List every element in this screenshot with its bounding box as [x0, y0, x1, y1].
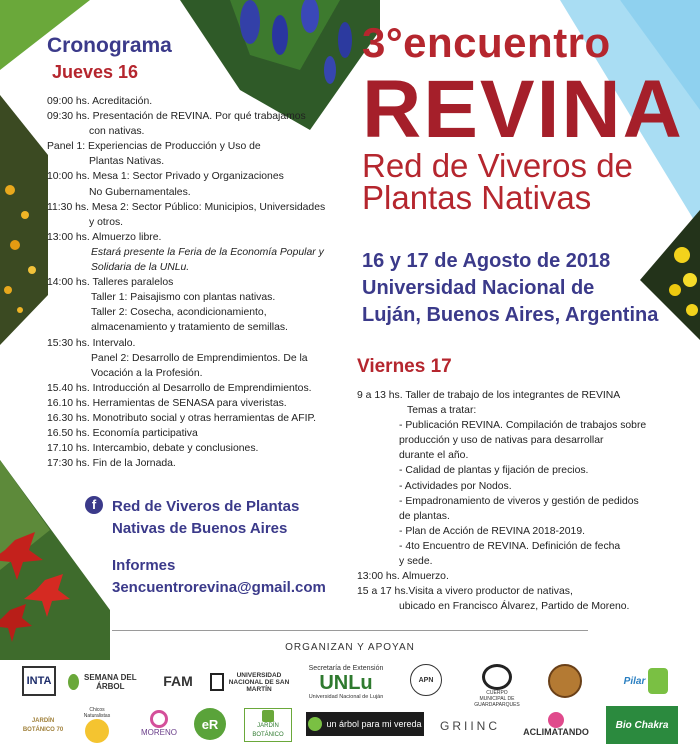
apn-logo: APN	[410, 664, 442, 696]
schedule-line: 15 a 17 hs.Visita a vivero productor de nativas,	[357, 586, 573, 598]
schedule-line: 09:30 hs. Presentación de REVINA. Por qué trabajamos	[47, 111, 306, 123]
facebook-page-line1: Red de Viveros de Plantas	[112, 498, 300, 515]
schedule-line: 16.10 hs. Herramientas de SENASA para viveristas.	[47, 397, 287, 409]
schedule-line: Temas a tratar:	[407, 405, 477, 417]
schedule-line: ubicado en Francisco Álvarez, Partido de Moreno.	[399, 601, 630, 613]
schedule-line: Solidaria de la UNLu.	[91, 262, 190, 274]
schedule-line: Estará presente la Feria de la Economía Popular y	[91, 246, 324, 258]
schedule-line: 17:30 hs. Fin de la Jornada.	[47, 458, 176, 470]
facebook-page-link[interactable]	[112, 496, 299, 540]
schedule-line: 15:30 hs. Intervalo.	[47, 337, 136, 349]
tree-icon	[68, 674, 79, 690]
bird-icon	[85, 719, 109, 743]
title-line3: Red de Viveros de	[362, 147, 633, 184]
schedule-line: y otros.	[89, 216, 124, 228]
schedule-line: 10:00 hs. Mesa 1: Sector Privado y Organizaciones	[47, 171, 284, 183]
schedule-line: Panel 2: Desarrollo de Emprendimientos. De la	[91, 352, 308, 364]
viernes-schedule	[357, 388, 687, 614]
schedule-line: y sede.	[399, 556, 433, 568]
event-title	[362, 20, 692, 214]
schedule-line: 16.30 hs. Monotributo social y otras herramientas de AFIP.	[47, 412, 316, 424]
inta-logo: INTA	[22, 666, 56, 696]
bottom-left-red-flowers-photo	[0, 460, 110, 660]
guardaparques-logo: CUERPO MUNICIPAL DE GUARDAPARQUES	[475, 664, 519, 708]
bio-chakra-logo: Bio Chakra	[606, 706, 678, 744]
schedule-line: producción y uso de nativas para desarrollar	[399, 435, 604, 447]
unlu-logo: Secretaría de Extensión UNLu Universidad Nacional de Luján	[308, 665, 384, 700]
dates-line1: 16 y 17 de Agosto de 2018	[362, 250, 611, 272]
email-link[interactable]: 3encuentrorevina@gmail.com	[112, 579, 326, 596]
un-arbol-para-mi-vereda-logo: un árbol para mi vereda	[306, 712, 424, 736]
schedule-line: Taller 1: Paisajismo con plantas nativas.	[91, 292, 276, 304]
schedule-line: con nativas.	[89, 126, 145, 138]
schedule-line: Panel 1: Experiencias de Producción y Uso de	[47, 141, 261, 153]
schedule-line: 13:00 hs. Almuerzo libre.	[47, 231, 162, 243]
jueves-heading: Jueves 16	[52, 62, 139, 82]
moreno-logo: MORENO	[138, 704, 180, 742]
title-line1: 3°encuentro	[362, 19, 611, 66]
schedule-line: 16.50 hs. Economía participativa	[47, 428, 198, 440]
informes-label: Informes	[112, 557, 176, 574]
schedule-line: 14:00 hs. Talleres paralelos	[47, 277, 174, 289]
title-revina: REVINA	[362, 64, 684, 155]
schedule-line: - Calidad de plantas y fijación de precios.	[399, 465, 589, 477]
pilar-mark-icon	[648, 668, 668, 694]
fam-logo: FAM	[163, 672, 193, 689]
schedule-line: - 4to Encuentro de REVINA. Definición de fecha	[399, 540, 621, 552]
badge-icon	[482, 664, 512, 690]
circle-emblem-logo	[548, 664, 582, 698]
dates-line2: Universidad Nacional de	[362, 277, 595, 299]
schedule-line: Vocación a la Profesión.	[91, 367, 203, 379]
heart-icon	[150, 710, 168, 728]
cronograma-heading: Cronograma	[47, 34, 172, 57]
er-logo: eR	[194, 708, 226, 740]
schedule-line: Taller 2: Cosecha, acondicionamiento,	[91, 307, 267, 319]
jardin-botanico-70-logo: JARDÍN BOTÁNICO 70	[22, 718, 64, 733]
semana-del-arbol-logo: SEMANA DEL ÁRBOL	[68, 668, 138, 696]
schedule-line: 15.40 hs. Introducción al Desarrollo de Emprendimientos.	[47, 382, 312, 394]
sponsors-heading: ORGANIZAN Y APOYAN	[285, 642, 415, 653]
leaf-icon	[262, 710, 274, 722]
schedule-line: 9 a 13 hs. Taller de trabajo de los integrantes de REVINA	[357, 390, 621, 401]
pilar-logo: Pilar	[618, 664, 674, 698]
viernes-heading: Viernes 17	[357, 356, 452, 377]
schedule-line: - Plan de Acción de REVINA 2018-2019.	[399, 525, 585, 537]
sun-icon	[548, 712, 564, 728]
jardin-botanico-logo: JARDÍN BOTÁNICO	[244, 708, 292, 742]
aclimatando-logo: ACLIMATANDO	[518, 704, 594, 744]
schedule-line: Plantas Nativas.	[89, 156, 165, 168]
book-icon	[210, 673, 224, 691]
schedule-line: almacenamiento y tratamiento de semillas.	[91, 322, 288, 334]
schedule-line: 11:30 hs. Mesa 2: Sector Público: Municipios, Universidades	[47, 201, 326, 213]
left-yellow-flowers-photo	[0, 95, 48, 345]
tree-icon	[308, 717, 322, 731]
schedule-line: 13:00 hs. Almuerzo.	[357, 571, 449, 583]
sponsors-divider	[112, 630, 588, 631]
unsam-logo: UNIVERSIDAD NACIONAL DE SAN MARTÍN	[210, 668, 290, 696]
griinc-logo: GRIINC	[440, 718, 500, 733]
dates-line3: Luján, Buenos Aires, Argentina	[362, 304, 659, 326]
title-line4: Plantas Nativas	[362, 179, 592, 216]
schedule-line: de plantas.	[399, 510, 450, 522]
event-dates	[362, 248, 658, 329]
schedule-line: 09:00 hs. Acreditación.	[47, 96, 153, 107]
facebook-page-line2: Nativas de Buenos Aires	[112, 520, 288, 537]
schedule-line: - Empadronamiento de viveros y gestión de pedidos	[399, 495, 639, 507]
schedule-line: 17.10 hs. Intercambio, debate y conclusiones.	[47, 443, 259, 455]
schedule-line: No Gubernamentales.	[89, 186, 191, 198]
jueves-schedule	[47, 94, 347, 471]
facebook-icon[interactable]: f	[85, 496, 103, 514]
schedule-line: - Publicación REVINA. Compilación de trabajos sobre	[399, 420, 647, 432]
schedule-line: durante el año.	[399, 450, 469, 462]
schedule-line: - Actividades por Nodos.	[399, 480, 512, 492]
chicos-naturalistas-logo: Chicos Naturalistas	[76, 706, 118, 744]
